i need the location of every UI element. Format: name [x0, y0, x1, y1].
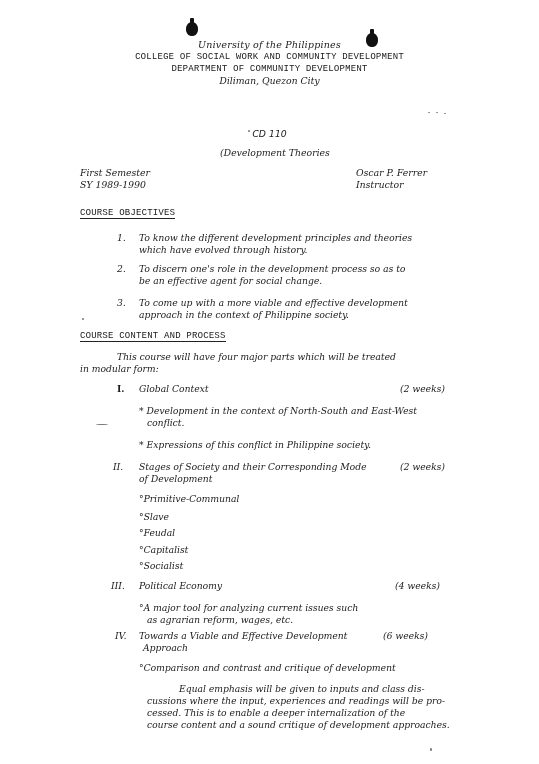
- part-duration: (4 weeks): [395, 581, 440, 592]
- university-seal-left: [186, 22, 198, 36]
- course-title: (Development Theories: [220, 148, 330, 159]
- scan-speck: [248, 130, 250, 132]
- content-intro: This course will have four major parts which will be treated: [117, 352, 396, 363]
- part-title: of Development: [139, 474, 213, 485]
- part-bullet: as agrarian reform, wages, etc.: [147, 615, 294, 626]
- part-bullet: °Slave: [139, 512, 169, 523]
- location: Diliman, Quezon City: [219, 76, 320, 87]
- scan-speck: [430, 748, 432, 751]
- part-number: III.: [111, 581, 125, 592]
- department-name: DEPARTMENT OF COMMUNITY DEVELOPMENT: [171, 64, 368, 74]
- part-title: Political Economy: [139, 581, 223, 592]
- content-intro: in modular form:: [80, 364, 159, 375]
- part-bullet: °Comparison and contrast and critique of development: [139, 663, 396, 674]
- part-duration: (2 weeks): [400, 462, 445, 473]
- objectives-heading: COURSE OBJECTIVES: [80, 208, 176, 218]
- scan-speck: [436, 112, 438, 113]
- part-number: IV.: [115, 631, 127, 642]
- objective-text: To discern one's role in the development process so as to: [139, 264, 406, 275]
- objective-num: 1.: [117, 233, 126, 244]
- objective-text: which have evolved through history.: [139, 245, 308, 256]
- part-bullet: * Development in the context of North-South and East-West: [139, 406, 417, 417]
- part-number: II.: [113, 462, 124, 473]
- scan-speck: [444, 113, 446, 114]
- scan-speck: [96, 424, 108, 425]
- part-title: Stages of Society and their Corresponding Mode: [139, 462, 367, 473]
- instructor-name: Oscar P. Ferrer: [356, 168, 428, 179]
- scan-speck: [428, 112, 430, 113]
- closing-paragraph-line: Equal emphasis will be given to inputs and class dis-: [179, 684, 425, 695]
- part-title: Approach: [143, 643, 188, 654]
- course-code: CD 110: [252, 129, 287, 140]
- content-heading: COURSE CONTENT AND PROCESS: [80, 331, 226, 341]
- part-bullet: °Feudal: [139, 528, 176, 539]
- objective-num: 3.: [117, 298, 126, 309]
- college-name: COLLEGE OF SOCIAL WORK AND COMMUNITY DEVELOPMENT: [135, 52, 404, 62]
- part-bullet: conflict.: [147, 418, 185, 429]
- objective-text: To come up with a more viable and effective development: [139, 298, 408, 309]
- scan-speck: [82, 318, 84, 320]
- part-bullet: °A major tool for analyzing current issues such: [139, 603, 359, 614]
- semester-term: First Semester: [80, 168, 150, 179]
- part-bullet: * Expressions of this conflict in Philippine society.: [139, 440, 372, 451]
- objective-num: 2.: [117, 264, 126, 275]
- closing-paragraph-line: cussions where the input, experiences and readings will be pro-: [147, 696, 445, 707]
- objective-text: be an effective agent for social change.: [139, 276, 323, 287]
- school-year: SY 1989-1990: [80, 180, 146, 191]
- objective-text: To know the different development principles and theories: [139, 233, 413, 244]
- part-title: Towards a Viable and Effective Development: [139, 631, 348, 642]
- part-duration: (2 weeks): [400, 384, 445, 395]
- instructor-role: Instructor: [356, 180, 404, 191]
- part-bullet: °Socialist: [139, 561, 184, 572]
- objective-text: approach in the context of Philippine society.: [139, 310, 349, 321]
- university-name: University of the Philippines: [198, 40, 341, 51]
- part-bullet: °Primitive-Communal: [139, 494, 240, 505]
- closing-paragraph-line: course content and a sound critique of development approaches.: [147, 720, 450, 731]
- part-bullet: °Capitalist: [139, 545, 189, 556]
- closing-paragraph-line: cessed. This is to enable a deeper internalization of the: [147, 708, 406, 719]
- part-title: Global Context: [139, 384, 209, 395]
- part-duration: (6 weeks): [383, 631, 428, 642]
- part-number: I.: [117, 384, 125, 395]
